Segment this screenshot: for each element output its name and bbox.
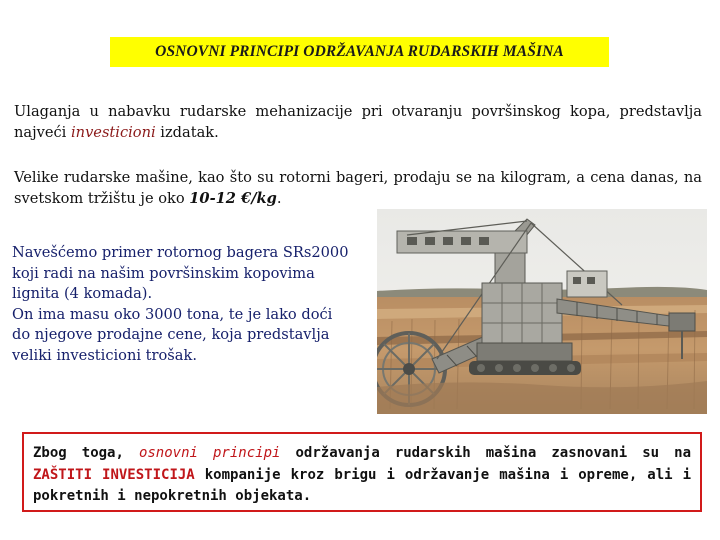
conclusion-box	[22, 432, 702, 512]
page-title: OSNOVNI PRINCIPI ODRŽAVANJA RUDARSKIH MAŠINA	[155, 43, 564, 60]
investment-highlight: investicioni	[71, 124, 156, 141]
conclusion-text: Zbog toga,	[33, 445, 139, 461]
paragraph-investment-end: izdatak.	[155, 124, 219, 141]
title-banner	[110, 37, 609, 67]
paragraph-price-text: Velike rudarske mašine, kao što su rotorni bageri, prodaju se na kilogram, a cena danas, na svetskom tržištu je oko	[14, 169, 702, 207]
example-line: lignita (4 komada).	[12, 285, 153, 302]
paragraph-investment-text: Ulaganja u nabavku rudarske mehanizacije pri otvaranju površinskog kopa, predstavlja najveći	[14, 103, 702, 141]
paragraph-investment	[14, 101, 702, 143]
paragraph-excavator-example	[12, 243, 374, 366]
example-line: On ima masu oko 3000 tona, te je lako doći	[12, 305, 333, 323]
example-line: koji radi na našim površinskim kopovima	[12, 264, 315, 282]
investment-protection-highlight: ZAŠTITI INVESTICIJA	[33, 466, 195, 483]
example-line: veliki investicioni trošak.	[12, 346, 197, 364]
conclusion-text: održavanja rudarskih mašina zasnovani su na	[280, 445, 691, 461]
example-line: do njegove prodajne cene, koja predstavlja	[12, 326, 330, 343]
paragraph-price	[14, 167, 702, 209]
paragraph-price-end: .	[276, 190, 282, 207]
example-line: Navešćemo primer rotornog bagera SRs2000	[12, 244, 349, 261]
principles-highlight: osnovni principi	[138, 445, 281, 461]
bucket-wheel-excavator-photo	[377, 209, 707, 414]
conclusion-text: kompanije kroz brigu i održavanje mašina i opreme, ali i pokretnih i nepokretnih objekata.	[33, 466, 691, 504]
price-value: 10-12 €/kg	[189, 190, 277, 207]
